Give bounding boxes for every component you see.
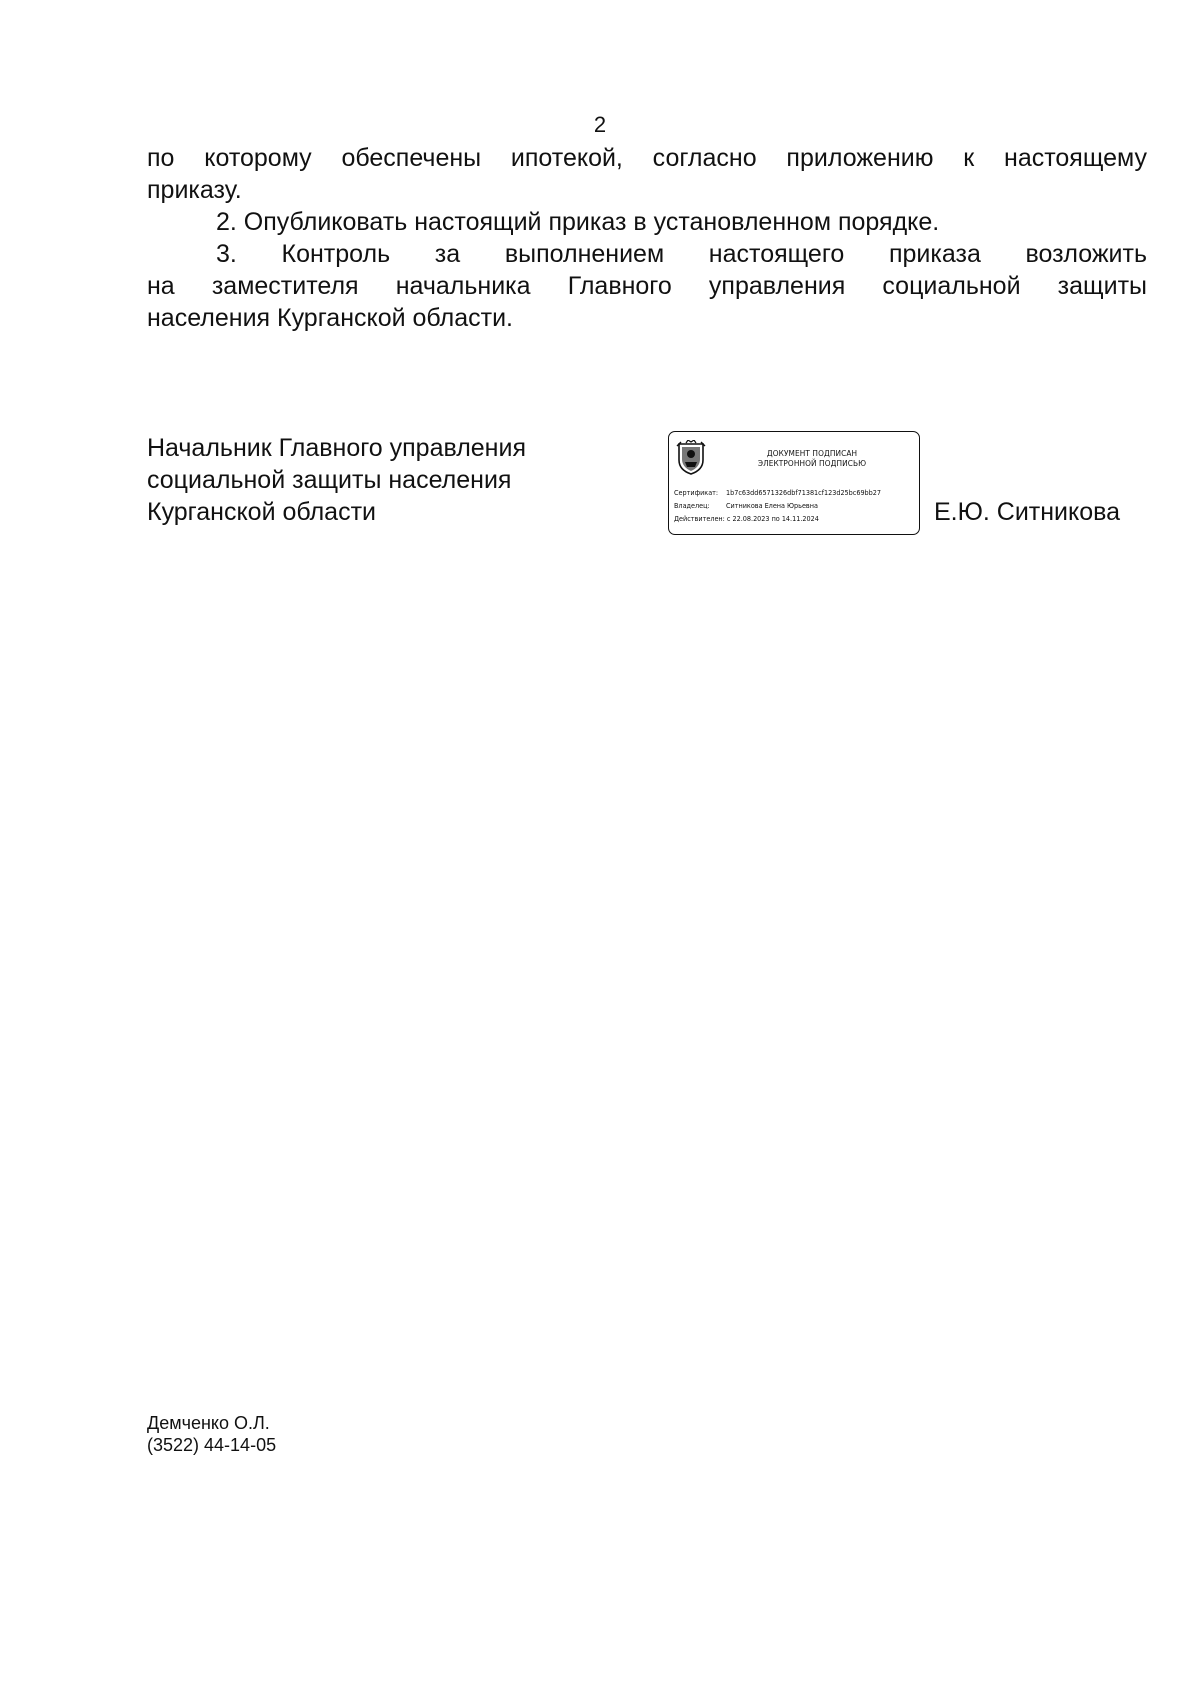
- stamp-validity-row: [674, 514, 819, 523]
- executor-contact: [147, 1412, 276, 1456]
- stamp-heading-line-2: ЭЛЕКТРОННОЙ ПОДПИСЬЮ: [757, 458, 867, 468]
- stamp-certificate-label: Сертификат:: [674, 488, 719, 497]
- paragraph-3-line-2: на заместителя начальника Главного управления социальной защиты: [147, 272, 1147, 300]
- signer-position-line-3: Курганской области: [147, 498, 377, 526]
- stamp-owner-value: Ситникова Елена Юрьевна: [726, 501, 818, 510]
- stamp-certificate-row: [674, 488, 881, 497]
- stamp-owner-row: [674, 501, 818, 510]
- paragraph-1-line-2: приказу.: [147, 176, 242, 204]
- signer-position-line-2: социальной защиты населения: [147, 466, 512, 494]
- body-text: [147, 142, 1147, 334]
- paragraph-1-line-1: по которому обеспечены ипотекой, согласно приложению к настоящему: [147, 144, 1147, 172]
- coat-of-arms-icon: [676, 440, 706, 476]
- signer-position: [147, 432, 617, 528]
- stamp-heading-line-1: ДОКУМЕНТ ПОДПИСАН: [766, 448, 858, 458]
- signer-position-line-1: Начальник Главного управления: [147, 434, 526, 462]
- electronic-signature-stamp: [668, 431, 920, 535]
- page-number: 2: [593, 112, 607, 137]
- stamp-validity-label: Действителен:: [674, 514, 725, 523]
- paragraph-2: 2. Опубликовать настоящий приказ в установленном порядке.: [216, 208, 940, 236]
- stamp-owner-label: Владелец:: [674, 501, 710, 510]
- paragraph-3-line-1: 3. Контроль за выполнением настоящего приказа возложить: [216, 240, 1147, 268]
- executor-name: Демченко О.Л.: [147, 1413, 270, 1433]
- stamp-certificate-value: 1b7c63dd6571326dbf71381cf123d25bc69bb27: [726, 488, 881, 497]
- paragraph-3-line-3: населения Курганской области.: [147, 304, 513, 332]
- stamp-heading: [709, 448, 915, 468]
- stamp-validity-value: с 22.08.2023 по 14.11.2024: [726, 514, 819, 523]
- signer-name: Е.Ю. Ситникова: [934, 498, 1121, 526]
- executor-phone: (3522) 44-14-05: [147, 1435, 277, 1455]
